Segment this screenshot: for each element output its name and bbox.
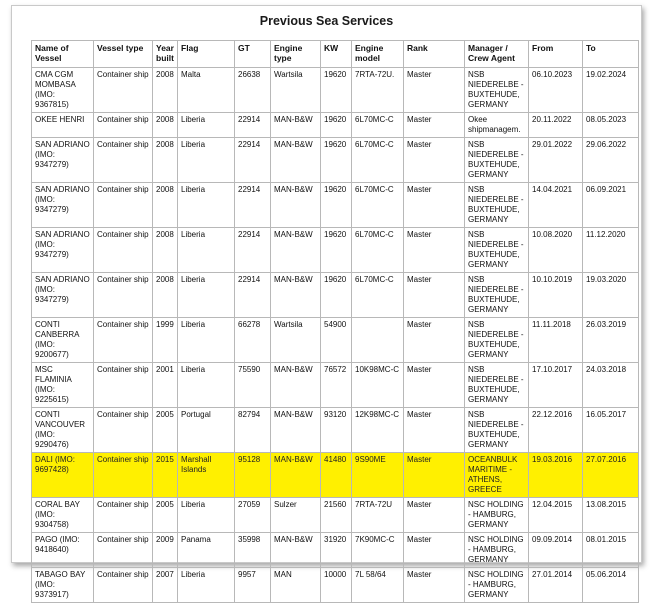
cell-year-built: 2008	[153, 273, 178, 318]
cell-engine-type: Wartsila	[271, 68, 321, 113]
cell-manager: NSB NIEDERELBE - BUXTEHUDE, GERMANY	[465, 318, 529, 363]
table-row	[32, 273, 639, 318]
cell-gt: 26638	[235, 68, 271, 113]
cell-gt: 22914	[235, 228, 271, 273]
cell-vessel-type: Container ship	[94, 453, 153, 498]
cell-rank: Master	[404, 68, 465, 113]
header-flag: Flag	[178, 41, 235, 68]
cell-kw: 19620	[321, 273, 352, 318]
cell-gt: 22914	[235, 113, 271, 138]
cell-to: 16.05.2017	[583, 408, 639, 453]
cell-flag: Marshall Islands	[178, 453, 235, 498]
cell-vessel-name: SAN ADRIANO (IMO: 9347279)	[32, 183, 94, 228]
cell-year-built: 2008	[153, 228, 178, 273]
cell-from: 09.09.2014	[529, 533, 583, 568]
cell-to: 06.09.2021	[583, 183, 639, 228]
cell-engine-model: 6L70MC-C	[352, 113, 404, 138]
table-row	[32, 318, 639, 363]
cell-kw: 76572	[321, 363, 352, 408]
cell-gt: 75590	[235, 363, 271, 408]
table-row-highlighted	[32, 453, 639, 498]
cell-rank: Master	[404, 498, 465, 533]
cell-manager: NSC HOLDING - HAMBURG, GERMANY	[465, 568, 529, 603]
cell-vessel-type: Container ship	[94, 408, 153, 453]
cell-year-built: 2008	[153, 113, 178, 138]
cell-year-built: 2008	[153, 68, 178, 113]
header-manager: Manager / Crew Agent	[465, 41, 529, 68]
page-title: Previous Sea Services	[259, 14, 394, 28]
cell-engine-model: 7L 58/64	[352, 568, 404, 603]
cell-year-built: 2005	[153, 408, 178, 453]
cell-engine-model: 6L70MC-C	[352, 138, 404, 183]
cell-engine-model	[352, 318, 404, 363]
cell-from: 17.10.2017	[529, 363, 583, 408]
cell-year-built: 2008	[153, 138, 178, 183]
table-row	[32, 68, 639, 113]
cell-engine-type: MAN-B&W	[271, 183, 321, 228]
table-row	[32, 228, 639, 273]
cell-engine-model: 9S90ME	[352, 453, 404, 498]
cell-engine-model: 7RTA-72U.	[352, 68, 404, 113]
cell-engine-type: Wartsila	[271, 318, 321, 363]
cell-vessel-name: SAN ADRIANO (IMO: 9347279)	[32, 138, 94, 183]
cell-flag: Liberia	[178, 138, 235, 183]
header-to: To	[583, 41, 639, 68]
cell-vessel-name: SAN ADRIANO (IMO: 9347279)	[32, 228, 94, 273]
cell-flag: Portugal	[178, 408, 235, 453]
cell-vessel-name: PAGO (IMO: 9418640)	[32, 533, 94, 568]
header-gt: GT	[235, 41, 271, 68]
cell-vessel-type: Container ship	[94, 228, 153, 273]
cell-gt: 9957	[235, 568, 271, 603]
cell-from: 10.10.2019	[529, 273, 583, 318]
cell-year-built: 1999	[153, 318, 178, 363]
cell-flag: Liberia	[178, 113, 235, 138]
cell-kw: 19620	[321, 138, 352, 183]
cell-to: 29.06.2022	[583, 138, 639, 183]
table-row	[32, 568, 639, 603]
cell-gt: 22914	[235, 183, 271, 228]
cell-engine-type: MAN	[271, 568, 321, 603]
cell-to: 05.06.2014	[583, 568, 639, 603]
header-vessel-name: Name of Vessel	[32, 41, 94, 68]
cell-to: 19.03.2020	[583, 273, 639, 318]
cell-from: 06.10.2023	[529, 68, 583, 113]
cell-to: 27.07.2016	[583, 453, 639, 498]
cell-rank: Master	[404, 363, 465, 408]
cell-from: 22.12.2016	[529, 408, 583, 453]
cell-flag: Liberia	[178, 273, 235, 318]
cell-gt: 35998	[235, 533, 271, 568]
cell-gt: 95128	[235, 453, 271, 498]
cell-vessel-name: MSC FLAMINIA (IMO: 9225615)	[32, 363, 94, 408]
header-engine-type: Engine type	[271, 41, 321, 68]
table-row	[32, 363, 639, 408]
cell-year-built: 2009	[153, 533, 178, 568]
cell-rank: Master	[404, 228, 465, 273]
cell-from: 27.01.2014	[529, 568, 583, 603]
cell-from: 14.04.2021	[529, 183, 583, 228]
table-row	[32, 408, 639, 453]
cell-from: 19.03.2016	[529, 453, 583, 498]
cell-from: 12.04.2015	[529, 498, 583, 533]
cell-manager: NSC HOLDING - HAMBURG, GERMANY	[465, 498, 529, 533]
cell-flag: Liberia	[178, 183, 235, 228]
cell-engine-type: MAN-B&W	[271, 273, 321, 318]
cell-manager: NSB NIEDERELBE - BUXTEHUDE, GERMANY	[465, 363, 529, 408]
cell-vessel-name: DALI (IMO: 9697428)	[32, 453, 94, 498]
header-from: From	[529, 41, 583, 68]
cell-engine-type: MAN-B&W	[271, 113, 321, 138]
cell-flag: Liberia	[178, 568, 235, 603]
cell-from: 10.08.2020	[529, 228, 583, 273]
cell-engine-model: 7RTA-72U	[352, 498, 404, 533]
cell-vessel-type: Container ship	[94, 363, 153, 408]
cell-engine-type: Sulzer	[271, 498, 321, 533]
cell-engine-model: 6L70MC-C	[352, 273, 404, 318]
cell-kw: 19620	[321, 228, 352, 273]
cell-manager: NSB NIEDERELBE - BUXTEHUDE, GERMANY	[465, 183, 529, 228]
cell-kw: 31920	[321, 533, 352, 568]
cell-vessel-type: Container ship	[94, 273, 153, 318]
cell-rank: Master	[404, 113, 465, 138]
header-engine-model: Engine model	[352, 41, 404, 68]
cell-from: 29.01.2022	[529, 138, 583, 183]
header-year-built: Year built	[153, 41, 178, 68]
cell-kw: 21560	[321, 498, 352, 533]
cell-manager: NSB NIEDERELBE - BUXTEHUDE, GERMANY	[465, 228, 529, 273]
cell-to: 11.12.2020	[583, 228, 639, 273]
cell-to: 08.05.2023	[583, 113, 639, 138]
cell-year-built: 2005	[153, 498, 178, 533]
cell-vessel-type: Container ship	[94, 138, 153, 183]
cell-vessel-type: Container ship	[94, 318, 153, 363]
cell-year-built: 2015	[153, 453, 178, 498]
cell-engine-type: MAN-B&W	[271, 138, 321, 183]
cell-engine-model: 7K90MC-C	[352, 533, 404, 568]
cell-to: 24.03.2018	[583, 363, 639, 408]
cell-kw: 93120	[321, 408, 352, 453]
cell-engine-type: MAN-B&W	[271, 228, 321, 273]
cell-manager: Okee shipmanagem.	[465, 113, 529, 138]
cell-vessel-type: Container ship	[94, 68, 153, 113]
cell-rank: Master	[404, 318, 465, 363]
cell-vessel-name: TABAGO BAY (IMO: 9373917)	[32, 568, 94, 603]
cell-rank: Master	[404, 273, 465, 318]
table-body	[32, 68, 639, 603]
cell-year-built: 2008	[153, 183, 178, 228]
cell-engine-model: 12K98MC-C	[352, 408, 404, 453]
cell-engine-type: MAN-B&W	[271, 453, 321, 498]
cell-vessel-type: Container ship	[94, 113, 153, 138]
cell-vessel-type: Container ship	[94, 183, 153, 228]
cell-engine-type: MAN-B&W	[271, 408, 321, 453]
sea-services-table	[31, 40, 639, 603]
cell-engine-type: MAN-B&W	[271, 363, 321, 408]
cell-vessel-name: CONTI VANCOUVER (IMO: 9290476)	[32, 408, 94, 453]
cell-gt: 66278	[235, 318, 271, 363]
cell-manager: NSB NIEDERELBE - BUXTEHUDE, GERMANY	[465, 408, 529, 453]
cell-flag: Liberia	[178, 498, 235, 533]
cell-from: 11.11.2018	[529, 318, 583, 363]
cell-vessel-name: OKEE HENRI	[32, 113, 94, 138]
cell-vessel-name: CONTI CANBERRA (IMO: 9200677)	[32, 318, 94, 363]
cell-engine-model: 6L70MC-C	[352, 183, 404, 228]
header-kw: KW	[321, 41, 352, 68]
cell-gt: 27059	[235, 498, 271, 533]
table-row	[32, 138, 639, 183]
cell-flag: Malta	[178, 68, 235, 113]
cell-kw: 54900	[321, 318, 352, 363]
cell-year-built: 2001	[153, 363, 178, 408]
cell-manager: NSC HOLDING - HAMBURG, GERMANY	[465, 533, 529, 568]
cell-vessel-name: SAN ADRIANO (IMO: 9347279)	[32, 273, 94, 318]
cell-gt: 82794	[235, 408, 271, 453]
cell-from: 20.11.2022	[529, 113, 583, 138]
header-vessel-type: Vessel type	[94, 41, 153, 68]
cell-vessel-name: CORAL BAY (IMO: 9304758)	[32, 498, 94, 533]
cell-kw: 19620	[321, 68, 352, 113]
cell-to: 13.08.2015	[583, 498, 639, 533]
cell-gt: 22914	[235, 273, 271, 318]
cell-engine-model: 6L70MC-C	[352, 228, 404, 273]
cell-to: 19.02.2024	[583, 68, 639, 113]
cell-to: 26.03.2019	[583, 318, 639, 363]
table-header-row	[32, 41, 639, 68]
cell-engine-type: MAN-B&W	[271, 533, 321, 568]
cell-flag: Liberia	[178, 318, 235, 363]
cell-vessel-name: CMA CGM MOMBASA (IMO: 9367815)	[32, 68, 94, 113]
cell-gt: 22914	[235, 138, 271, 183]
cell-manager: OCEANBULK MARITIME - ATHENS, GREECE	[465, 453, 529, 498]
cell-rank: Master	[404, 453, 465, 498]
cell-flag: Liberia	[178, 363, 235, 408]
table-row	[32, 498, 639, 533]
cell-to: 08.01.2015	[583, 533, 639, 568]
cell-vessel-type: Container ship	[94, 498, 153, 533]
cell-rank: Master	[404, 568, 465, 603]
cell-rank: Master	[404, 138, 465, 183]
table-row	[32, 113, 639, 138]
cell-vessel-type: Container ship	[94, 533, 153, 568]
cell-engine-model: 10K98MC-C	[352, 363, 404, 408]
cell-rank: Master	[404, 183, 465, 228]
cell-manager: NSB NIEDERELBE - BUXTEHUDE, GERMANY	[465, 138, 529, 183]
cell-kw: 19620	[321, 113, 352, 138]
cell-year-built: 2007	[153, 568, 178, 603]
table-row	[32, 533, 639, 568]
cell-vessel-type: Container ship	[94, 568, 153, 603]
table-row	[32, 183, 639, 228]
cell-rank: Master	[404, 533, 465, 568]
cell-manager: NSB NIEDERELBE - BUXTEHUDE, GERMANY	[465, 68, 529, 113]
document-page	[11, 5, 642, 599]
header-rank: Rank	[404, 41, 465, 68]
cell-kw: 10000	[321, 568, 352, 603]
cell-flag: Liberia	[178, 228, 235, 273]
cell-kw: 19620	[321, 183, 352, 228]
cell-kw: 41480	[321, 453, 352, 498]
cell-manager: NSB NIEDERELBE - BUXTEHUDE, GERMANY	[465, 273, 529, 318]
cell-rank: Master	[404, 408, 465, 453]
cell-flag: Panama	[178, 533, 235, 568]
